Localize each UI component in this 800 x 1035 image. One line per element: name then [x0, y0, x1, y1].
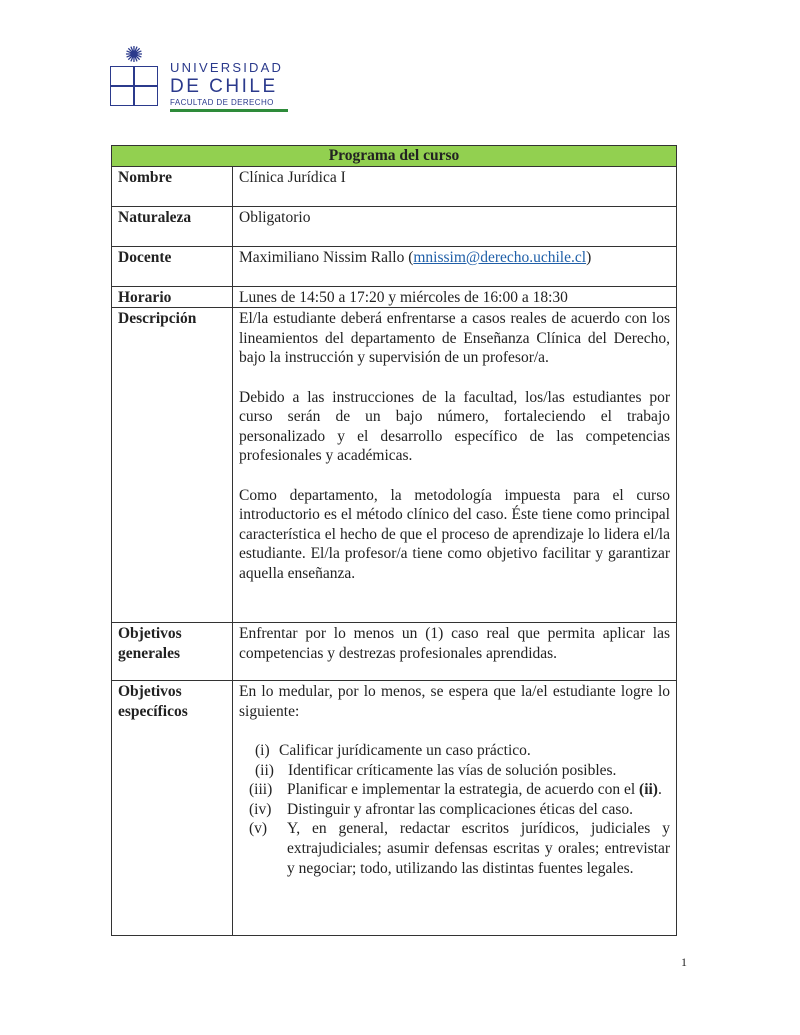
docente-email-link[interactable]: mnissim@derecho.uchile.cl [413, 248, 587, 266]
nombre-label: Nombre [112, 166, 233, 206]
item-number: (iii) [249, 781, 273, 799]
logo-line2: DE CHILE [170, 76, 278, 97]
descripcion-paragraph: Debido a las instrucciones de la facultad, los/las estudiantes por curso serán de un bajo número, fortaleciendo el trabajo personalizado y el desarrollo específico de las competencias profesionales y académicas. [239, 388, 670, 465]
logo-line1: UNIVERSIDAD [170, 60, 284, 75]
item-number: (iv) [249, 800, 272, 818]
list-item [249, 741, 670, 761]
docente-close: ) [586, 248, 592, 266]
descripcion-paragraph: Como departamento, la metodología impuesta para el curso introductorio es el método clínico del caso. Éste tiene como principal característica el hecho de que el proceso de aprendizaje lo lidera el/la estudiante. El/la profesor/a tiene como objetivo facilitar y garantizar aquella enseñanza. [239, 486, 670, 582]
naturaleza-label: Naturaleza [112, 206, 233, 246]
naturaleza-value: Obligatorio [233, 206, 677, 246]
descripcion-value [233, 308, 677, 623]
page-number: 1 [681, 955, 687, 969]
docente-name: Maximiliano Nissim Rallo ( [239, 248, 414, 266]
objetivos-intro: En lo medular, por lo menos, se espera que la/el estudiante logre lo siguiente: [239, 683, 670, 720]
objetivos-especificos-value [233, 681, 677, 936]
logo-line3: FACULTAD DE DERECHO [170, 98, 274, 107]
list-item [249, 800, 670, 820]
item-text: Calificar jurídicamente un caso práctico. [279, 741, 531, 759]
item-text: Y, en general, redactar escritos jurídicos, judiciales y extrajudiciales; asumir defensas escritas y orales; entrevistar y negociar; todo, utilizando las distintas fuentes legales. [287, 820, 670, 877]
item-number: (i) [255, 741, 270, 759]
horario-label: Horario [112, 286, 233, 308]
item-text: Distinguir y afrontar las complicaciones éticas del caso. [287, 800, 634, 818]
objetivos-generales-label: Objetivos generales [112, 623, 233, 681]
objetivos-especificos-label: Objetivos específicos [112, 681, 233, 936]
descripcion-paragraph: El/la estudiante deberá enfrentarse a casos reales de acuerdo con los lineamientos del departamento de Enseñanza Clínica del Derecho, bajo la instrucción y supervisión de un profesor/a. [239, 310, 670, 367]
docente-label: Docente [112, 246, 233, 286]
list-item [249, 819, 670, 878]
list-item [249, 780, 670, 800]
item-number: (ii) [255, 761, 274, 779]
item-end: . [657, 781, 662, 799]
docente-value [233, 246, 677, 286]
item-text [287, 780, 662, 800]
logo-underline [170, 109, 288, 112]
table-title: Programa del curso [112, 146, 677, 167]
university-logo [110, 44, 290, 112]
course-program-table [111, 145, 677, 936]
item-ref: (ii) [639, 781, 658, 799]
item-number: (v) [249, 820, 268, 838]
list-item [249, 761, 670, 781]
item-text: Identificar críticamente las vías de solución posibles. [288, 761, 617, 779]
descripcion-label: Descripción [112, 308, 233, 623]
objetivos-list [239, 741, 670, 878]
item-text-main: Planificar e implementar la estrategia, de acuerdo con el [287, 781, 640, 799]
nombre-value: Clínica Jurídica I [233, 166, 677, 206]
objetivos-generales-value: Enfrentar por lo menos un (1) caso real que permita aplicar las competencias y destrezas profesionales aprendidas. [233, 623, 677, 681]
shield-icon [110, 66, 158, 106]
horario-value: Lunes de 14:50 a 17:20 y miércoles de 16:00 a 18:30 [233, 286, 677, 308]
sun-emblem-icon: ✺ [124, 44, 144, 66]
